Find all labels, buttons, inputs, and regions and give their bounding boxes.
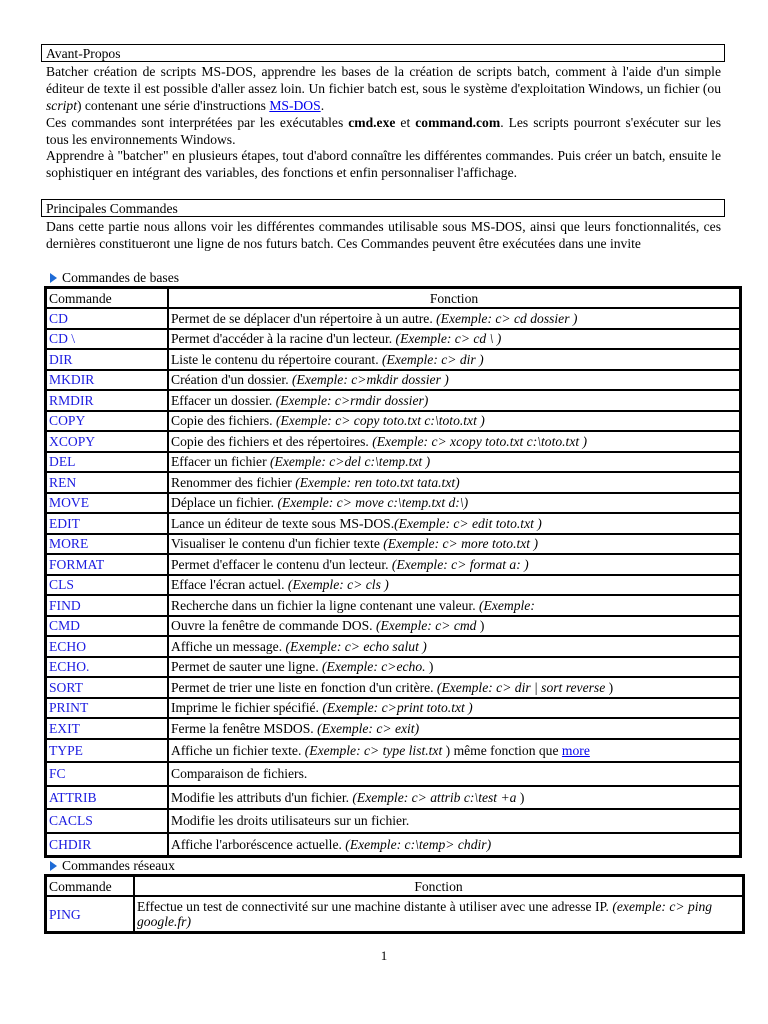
command-function: Permet de se déplacer d'un répertoire à un autre. (Exemple: c> cd dossier )	[168, 308, 740, 329]
command-name[interactable]: CLS	[46, 575, 168, 596]
table-row	[46, 575, 740, 596]
command-name[interactable]: CD	[46, 308, 168, 329]
command-function: Liste le contenu du répertoire courant. (Exemple: c> dir )	[168, 349, 740, 370]
command-function: Modifie les attributs d'un fichier. (Exemple: c> attrib c:\test +a )	[168, 786, 740, 810]
table-row	[46, 718, 740, 739]
command-name[interactable]: ECHO	[46, 636, 168, 657]
command-function: Recherche dans un fichier la ligne contenant une valeur. (Exemple:	[168, 595, 740, 616]
command-function: Copie des fichiers. (Exemple: c> copy toto.txt c:\toto.txt )	[168, 411, 740, 432]
more-link[interactable]: more	[561, 742, 590, 758]
command-function: Déplace un fichier. (Exemple: c> move c:\temp.txt d:\)	[168, 493, 740, 514]
table-row	[46, 616, 740, 637]
table-row	[46, 809, 740, 833]
table-row	[46, 308, 740, 329]
table-row	[46, 493, 740, 514]
command-name[interactable]: PRINT	[46, 698, 168, 719]
column-header-commande: Commande	[46, 876, 134, 896]
section-title-avant-propos: Avant-Propos	[41, 44, 725, 62]
command-name[interactable]: MOVE	[46, 493, 168, 514]
command-function: Permet d'effacer le contenu d'un lecteur. (Exemple: c> format a: )	[168, 554, 740, 575]
command-function: Lance un éditeur de texte sous MS-DOS.(Exemple: c> edit toto.txt )	[168, 513, 740, 534]
command-name[interactable]: EXIT	[46, 718, 168, 739]
table-header-row	[46, 288, 740, 308]
triangle-bullet-icon	[50, 861, 57, 871]
command-function: Affiche un message. (Exemple: c> echo salut )	[168, 636, 740, 657]
command-function: Affiche un fichier texte. (Exemple: c> type list.txt ) même fonction que more	[168, 739, 740, 763]
command-function: Ferme la fenêtre MSDOS. (Exemple: c> exit)	[168, 718, 740, 739]
command-function: Permet de trier une liste en fonction d'un critère. (Exemple: c> dir | sort reverse )	[168, 677, 740, 698]
command-name[interactable]: CACLS	[46, 809, 168, 833]
command-name[interactable]: XCOPY	[46, 431, 168, 452]
table-row	[46, 431, 740, 452]
command-name[interactable]: RMDIR	[46, 390, 168, 411]
command-function: Affiche l'arboréscence actuelle. (Exemple: c:\temp> chdir)	[168, 833, 740, 857]
triangle-bullet-icon	[50, 273, 57, 283]
command-function: Copie des fichiers et des répertoires. (Exemple: c> xcopy toto.txt c:\toto.txt )	[168, 431, 740, 452]
command-function: Permet d'accéder à la racine d'un lecteur. (Exemple: c> cd \ )	[168, 329, 740, 350]
command-function: Imprime le fichier spécifié. (Exemple: c>print toto.txt )	[168, 698, 740, 719]
command-name[interactable]: CHDIR	[46, 833, 168, 857]
command-name[interactable]: ECHO.	[46, 657, 168, 678]
column-header-commande: Commande	[46, 288, 168, 308]
table-row	[46, 636, 740, 657]
command-function: Comparaison de fichiers.	[168, 762, 740, 786]
command-name[interactable]: COPY	[46, 411, 168, 432]
command-name[interactable]: DIR	[46, 349, 168, 370]
paragraph-intro: Batcher création de scripts MS-DOS, apprendre les bases de la création de scripts batch, comment à l'aide d'un simple éditeur de texte il est possible d'aller assez loin. Un fichier batch est, sous le système d'exploitation Windows, un fichier (ou script) contenant une série d'instructions MS-DOS.	[46, 64, 721, 113]
table-row	[46, 833, 740, 857]
table-row	[46, 698, 740, 719]
table-row	[46, 411, 740, 432]
subheading-commandes-reseaux: Commandes réseaux	[50, 858, 175, 874]
command-name[interactable]: DEL	[46, 452, 168, 473]
table-row	[46, 657, 740, 678]
command-function: Ouvre la fenêtre de commande DOS. (Exemple: c> cmd )	[168, 616, 740, 637]
table-row	[46, 554, 740, 575]
table-row	[46, 349, 740, 370]
command-function: Permet de sauter une ligne. (Exemple: c>echo. )	[168, 657, 740, 678]
command-name[interactable]: PING	[46, 896, 134, 932]
table-row	[46, 513, 740, 534]
column-header-fonction: Fonction	[134, 876, 743, 896]
command-name[interactable]: EDIT	[46, 513, 168, 534]
command-function: Effacer un dossier. (Exemple: c>rmdir dossier)	[168, 390, 740, 411]
table-row	[46, 786, 740, 810]
command-name[interactable]: ATTRIB	[46, 786, 168, 810]
command-name[interactable]: CD \	[46, 329, 168, 350]
subheading-commandes-bases: Commandes de bases	[50, 270, 179, 286]
table-row	[46, 472, 740, 493]
command-name[interactable]: MORE	[46, 534, 168, 555]
command-name[interactable]: CMD	[46, 616, 168, 637]
table-commandes-reseaux	[44, 874, 745, 934]
table-commandes-bases	[44, 286, 742, 858]
table-row	[46, 739, 740, 763]
column-header-fonction: Fonction	[168, 288, 740, 308]
table-row	[46, 452, 740, 473]
command-function: Renommer des fichier (Exemple: ren toto.txt tata.txt)	[168, 472, 740, 493]
command-function: Effacer un fichier (Exemple: c>del c:\temp.txt )	[168, 452, 740, 473]
table-row	[46, 595, 740, 616]
table-row	[46, 329, 740, 350]
command-function: Efface l'écran actuel. (Exemple: c> cls )	[168, 575, 740, 596]
command-name[interactable]: MKDIR	[46, 370, 168, 391]
page-number: 1	[380, 948, 388, 963]
table-row	[46, 390, 740, 411]
command-name[interactable]: SORT	[46, 677, 168, 698]
command-name[interactable]: REN	[46, 472, 168, 493]
table-row	[46, 534, 740, 555]
table-header-row	[46, 876, 743, 896]
paragraph-executables: Ces commandes sont interprétées par les exécutables cmd.exe et command.com. Les scripts pourront s'exécuter sur les tous les environnements Windows.	[46, 115, 721, 147]
command-function: Effectue un test de connectivité sur une machine distante à utiliser avec une adresse IP. (exemple: c> ping google.fr)	[134, 896, 743, 932]
table-row	[46, 762, 740, 786]
command-function: Création d'un dossier. (Exemple: c>mkdir dossier )	[168, 370, 740, 391]
command-function: Visualiser le contenu d'un fichier texte (Exemple: c> more toto.txt )	[168, 534, 740, 555]
table-row	[46, 677, 740, 698]
command-name[interactable]: FORMAT	[46, 554, 168, 575]
section-title-principales-commandes: Principales Commandes	[41, 199, 725, 217]
command-name[interactable]: FIND	[46, 595, 168, 616]
paragraph-apprendre: Apprendre à "batcher" en plusieurs étapes, tout d'abord connaître les différentes commandes. Puis créer un batch, ensuite le sophistiquer en intégrant des variables, des fonctions et enfin personnaliser l'affichage.	[46, 148, 721, 180]
ms-dos-link[interactable]: MS-DOS	[269, 97, 321, 113]
command-function: Modifie les droits utilisateurs sur un fichier.	[168, 809, 740, 833]
table-row	[46, 370, 740, 391]
command-name[interactable]: FC	[46, 762, 168, 786]
command-name[interactable]: TYPE	[46, 739, 168, 763]
table-row	[46, 896, 743, 932]
paragraph-principales: Dans cette partie nous allons voir les différentes commandes utilisable sous MS-DOS, ainsi que leurs fonctionnalités, ces dernières constitueront une ligne de nos futurs batch. Ces Commandes peuvent être exécutées dans une invite	[46, 219, 721, 251]
